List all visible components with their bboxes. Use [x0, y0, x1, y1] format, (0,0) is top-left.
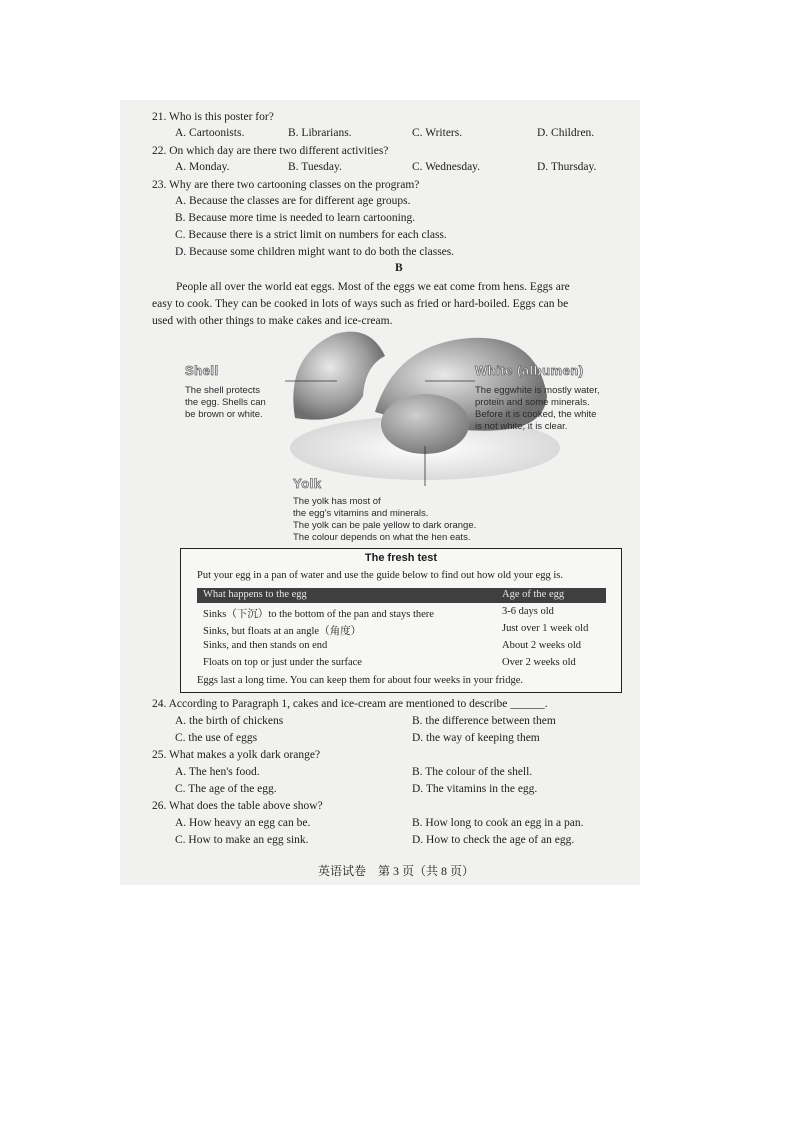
q21-option-d: D. Children. — [537, 127, 595, 139]
q26-option-a: A. How heavy an egg can be. — [175, 817, 311, 829]
header-what-happens: What happens to the egg — [203, 589, 307, 600]
shell-caption-2: the egg. Shells can — [185, 397, 266, 408]
row-1-age: 3-6 days old — [502, 606, 554, 617]
row-4-age: Over 2 weeks old — [502, 657, 576, 668]
left-shell-half — [293, 332, 385, 420]
header-age: Age of the egg — [502, 589, 565, 600]
q25-option-d: D. The vitamins in the egg. — [412, 783, 538, 795]
row-3-age: About 2 weeks old — [502, 640, 582, 651]
q25-option-a: A. The hen's food. — [175, 766, 260, 778]
question-22: 22. On which day are there two different activities? — [152, 145, 389, 157]
question-23: 23. Why are there two cartooning classes on the program? — [152, 179, 420, 191]
paragraph-line-2: easy to cook. They can be cooked in lots of ways such as fried or hard-boiled. Eggs can be — [152, 298, 569, 310]
q23-option-b: B. Because more time is needed to learn cartooning. — [175, 212, 416, 224]
q26-option-c: C. How to make an egg sink. — [175, 834, 309, 846]
yolk-label: Yolk — [293, 476, 322, 491]
q22-option-a: A. Monday. — [175, 161, 230, 173]
q25-option-b: B. The colour of the shell. — [412, 766, 533, 778]
page-footer: 英语试卷 第 3 页（共 8 页） — [318, 864, 475, 878]
white-label: White (albumen) — [475, 363, 584, 378]
section-b-label: B — [395, 262, 403, 274]
yolk-caption-4: The colour depends on what the hen eats. — [293, 532, 471, 543]
row-4-behaviour: Floats on top or just under the surface — [203, 657, 362, 668]
question-26: 26. What does the table above show? — [152, 800, 323, 812]
paragraph-line-1: People all over the world eat eggs. Most of the eggs we eat come from hens. Eggs are — [176, 281, 570, 293]
question-25: 25. What makes a yolk dark orange? — [152, 749, 321, 761]
table-row — [197, 639, 606, 656]
table-row — [197, 656, 606, 673]
q23-option-c: C. Because there is a strict limit on numbers for each class. — [175, 229, 447, 241]
fresh-test-title: The fresh test — [364, 552, 438, 564]
q22-option-b: B. Tuesday. — [288, 161, 342, 173]
table-row — [197, 622, 606, 639]
q24-option-a: A. the birth of chickens — [175, 715, 284, 727]
fresh-test-box — [180, 548, 622, 693]
q21-option-c: C. Writers. — [412, 127, 463, 139]
fresh-test-note: Eggs last a long time. You can keep them for about four weeks in your fridge. — [197, 675, 524, 686]
row-3-behaviour: Sinks, and then stands on end — [203, 640, 328, 651]
white-caption-4: is not white; it is clear. — [475, 421, 568, 432]
white-caption-2: protein and some minerals. — [475, 397, 590, 408]
question-21: 21. Who is this poster for? — [152, 111, 274, 123]
row-2-age: Just over 1 week old — [502, 623, 589, 634]
q21-option-a: A. Cartoonists. — [175, 127, 245, 139]
paragraph-line-3: used with other things to make cakes and ice-cream. — [152, 315, 393, 327]
fresh-test-intro: Put your egg in a pan of water and use the guide below to find out how old your egg is. — [197, 570, 563, 581]
yolk-caption-2: the egg's vitamins and minerals. — [293, 508, 429, 519]
white-caption-3: Before it is cooked, the white — [475, 409, 597, 420]
q21-option-b: B. Librarians. — [288, 127, 352, 139]
fresh-test-header-row — [197, 588, 606, 603]
q22-option-c: C. Wednesday. — [412, 161, 481, 173]
white-caption-1: The eggwhite is mostly water, — [475, 385, 600, 396]
q25-option-c: C. The age of the egg. — [175, 783, 277, 795]
yolk-caption-3: The yolk can be pale yellow to dark orange. — [293, 520, 477, 531]
row-2-behaviour: Sinks, but floats at an angle（角度） — [203, 626, 362, 637]
q22-option-d: D. Thursday. — [537, 161, 597, 173]
yolk-caption-1: The yolk has most of — [293, 496, 381, 507]
row-1-behaviour: Sinks（下沉）to the bottom of the pan and stays there — [203, 609, 434, 620]
q26-option-d: D. How to check the age of an egg. — [412, 834, 575, 846]
shell-label: Shell — [185, 363, 219, 378]
shell-caption-3: be brown or white. — [185, 409, 263, 420]
q23-option-d: D. Because some children might want to do both the classes. — [175, 246, 455, 258]
shell-caption-1: The shell protects — [185, 385, 260, 396]
q26-option-b: B. How long to cook an egg in a pan. — [412, 817, 584, 829]
table-row — [197, 605, 606, 622]
q24-option-c: C. the use of eggs — [175, 732, 258, 744]
q24-option-b: B. the difference between them — [412, 715, 556, 727]
question-24: 24. According to Paragraph 1, cakes and ice-cream are mentioned to describe ______. — [152, 698, 548, 710]
q23-option-a: A. Because the classes are for different age groups. — [175, 195, 411, 207]
yolk-shape — [381, 394, 469, 454]
q24-option-d: D. the way of keeping them — [412, 732, 540, 744]
